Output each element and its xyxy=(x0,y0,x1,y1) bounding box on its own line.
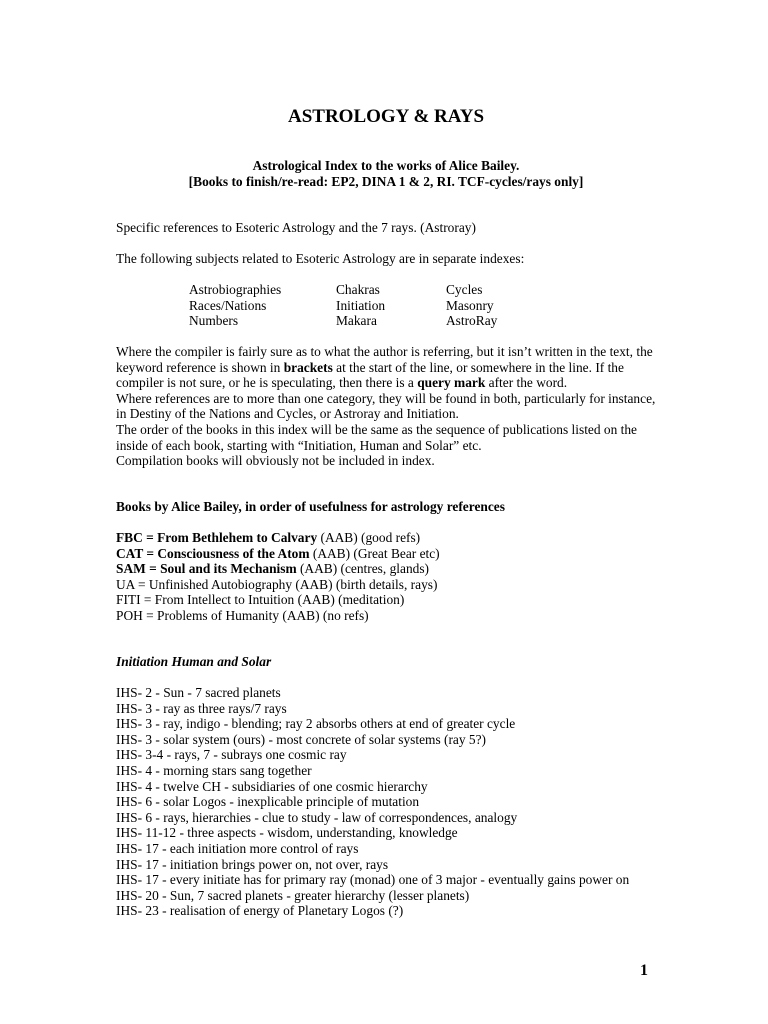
separate-indexes-intro: The following subjects related to Esoteric Astrology are in separate indexes: xyxy=(116,251,525,266)
document-title: ASTROLOGY & RAYS xyxy=(287,106,485,127)
index-entry: IHS- 23 - realisation of energy of Planetary Logos (?) xyxy=(116,903,404,919)
index-entry: IHS- 3 - ray as three rays/7 rays xyxy=(116,700,287,716)
index-entry: IHS- 4 - morning stars sang together xyxy=(116,762,312,778)
page-number: 1 xyxy=(640,962,648,979)
book-note: UA = Unfinished Autobiography (AAB) (birth details, rays) xyxy=(116,576,438,592)
index-row xyxy=(189,313,546,329)
compiler-note-p3: The order of the books in this index will be the same as the sequence of publications listed on the inside of each book, starting with “Initiation, Human and Solar” etc. xyxy=(116,421,637,453)
index-cell: Astrobiographies xyxy=(189,282,282,297)
document-subtitle xyxy=(116,158,656,189)
index-entry: IHS- 6 - rays, hierarchies - clue to study - law of correspondences, analogy xyxy=(116,809,518,825)
index-entry: IHS- 6 - solar Logos - inexplicable principle of mutation xyxy=(116,794,420,810)
index-row xyxy=(189,282,546,298)
index-entry: IHS- 4 - twelve CH - subsidiaries of one cosmic hierarchy xyxy=(116,778,428,794)
index-cell: Races/Nations xyxy=(189,297,267,313)
subtitle-line-1: Astrological Index to the works of Alice Bailey. xyxy=(252,158,520,173)
index-cell: Cycles xyxy=(446,282,483,297)
compiler-note-p2: Where references are to more than one category, they will be found in both, particularly for instance, in Destiny of the Nations and Cycles, or Astroray and Initiation. xyxy=(116,390,656,422)
book-abbrev: SAM = Soul and its Mechanism xyxy=(116,561,297,577)
index-cell: Chakras xyxy=(336,282,380,297)
intro-paragraph: Specific references to Esoteric Astrology and the 7 rays. (Astroray) xyxy=(116,220,476,235)
index-entry: IHS- 20 - Sun, 7 sacred planets - greater hierarchy (lesser planets) xyxy=(116,887,470,903)
book-note: (AAB) (good refs) xyxy=(317,530,421,545)
index-cell: Makara xyxy=(336,313,377,329)
book-entry xyxy=(116,546,656,562)
books-heading: Books by Alice Bailey, in order of usefulness for astrology references xyxy=(116,499,505,514)
book-entry xyxy=(116,530,656,546)
compiler-note-p1 xyxy=(116,344,656,391)
book-abbrev: FBC = From Bethlehem to Calvary xyxy=(116,530,318,545)
section-heading: Initiation Human and Solar xyxy=(116,654,272,669)
index-cell: Masonry xyxy=(446,297,494,313)
index-entry: IHS- 2 - Sun - 7 sacred planets xyxy=(116,685,281,700)
book-entry xyxy=(116,577,656,593)
index-row xyxy=(189,298,546,314)
book-note: (AAB) (centres, glands) xyxy=(296,561,430,577)
index-entry: IHS- 17 - each initiation more control of rays xyxy=(116,840,359,856)
index-entry: IHS- 3 - solar system (ours) - most concrete of solar systems (ray 5?) xyxy=(116,731,487,747)
separate-indexes-table xyxy=(189,282,546,329)
index-entries xyxy=(116,685,656,919)
book-note: POH = Problems of Humanity (AAB) (no refs) xyxy=(116,607,369,623)
compiler-note-p4: Compilation books will obviously not be included in index. xyxy=(116,453,435,469)
books-list xyxy=(116,530,656,624)
book-abbrev: CAT = Consciousness of the Atom xyxy=(116,545,310,561)
index-entry: IHS- 11-12 - three aspects - wisdom, understanding, knowledge xyxy=(116,825,458,841)
index-entry: IHS- 3-4 - rays, 7 - subrays one cosmic ray xyxy=(116,747,347,763)
note-text: after the word. xyxy=(485,375,568,391)
note-bold-brackets: brackets xyxy=(283,359,333,375)
index-cell: AstroRay xyxy=(446,313,498,329)
index-cell: Initiation xyxy=(336,297,386,313)
subtitle-line-2: [Books to finish/re-read: EP2, DINA 1 & 2, RI. TCF-cycles/rays only] xyxy=(188,173,584,189)
book-note: (AAB) (Great Bear etc) xyxy=(309,545,440,561)
note-bold-query-mark: query mark xyxy=(417,375,486,391)
index-entry: IHS- 17 - initiation brings power on, not over, rays xyxy=(116,856,389,872)
note-text: Where the compiler is fairly sure as to what the author is referring, but it isn’t written in the text, the keyword reference is shown in xyxy=(116,344,653,375)
index-entry: IHS- 17 - every initiate has for primary ray (monad) one of 3 major - eventually gains power on xyxy=(116,872,630,888)
compiler-note xyxy=(116,344,656,469)
note-text: at the start of the line, or somewhere in the line. If the compiler is not sure, or he is speculating, then there is a xyxy=(116,359,624,391)
book-entry xyxy=(116,608,656,624)
book-entry xyxy=(116,592,656,608)
book-note: FITI = From Intellect to Intuition (AAB) (meditation) xyxy=(116,592,405,608)
index-cell: Numbers xyxy=(189,313,239,329)
book-entry xyxy=(116,561,656,577)
index-entry: IHS- 3 - ray, indigo - blending; ray 2 absorbs others at end of greater cycle xyxy=(116,716,516,732)
